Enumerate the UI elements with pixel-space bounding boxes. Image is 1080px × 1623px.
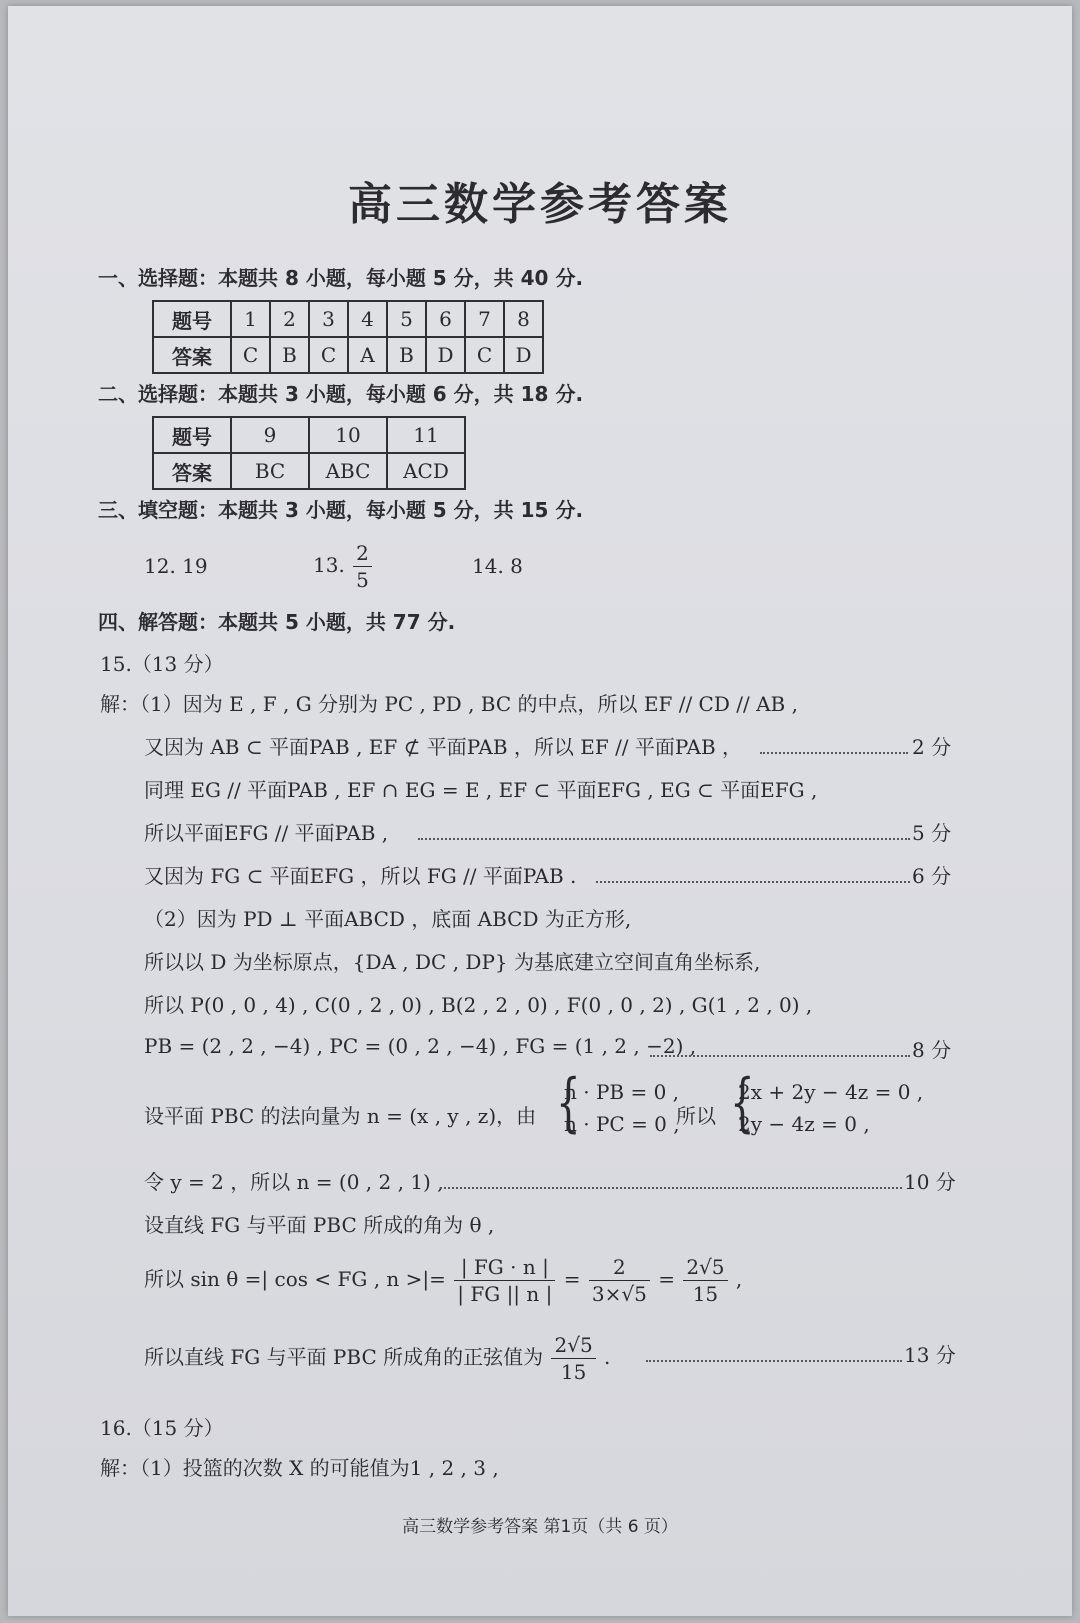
score-marker: 6 分 <box>912 864 952 888</box>
fill-answer-13 <box>313 540 374 593</box>
table-cell: ABC <box>309 453 387 489</box>
fraction <box>454 1254 555 1307</box>
solution-line: 又因为 AB ⊂ 平面PAB , EF ⊄ 平面PAB ，所以 EF // 平面PAB ， <box>144 735 743 759</box>
table-cell: D <box>504 337 543 373</box>
equation-system <box>548 1066 680 1140</box>
table-cell: 10 <box>309 417 387 453</box>
fraction-numerator: | FG · n | <box>454 1254 555 1281</box>
table-row <box>153 301 543 337</box>
table-cell: BC <box>231 453 309 489</box>
table-cell: B <box>270 337 309 373</box>
solution-line: 解：（1）投篮的次数 X 的可能值为1 , 2 , 3 , <box>100 1456 499 1480</box>
table-header-cell: 题号 <box>153 417 231 453</box>
table-cell: 11 <box>387 417 465 453</box>
equation-row: n · PB = 0 , <box>564 1080 680 1104</box>
fraction-denominator: 15 <box>560 1360 587 1384</box>
fraction <box>551 1332 595 1385</box>
solution-line: 又因为 FG ⊂ 平面EFG ，所以 FG // 平面PAB . <box>144 864 577 888</box>
dot-leader <box>760 752 908 754</box>
solution-line: 解：（1）因为 E , F , G 分别为 PC , PD , BC 的中点，所以 EF // CD // AB , <box>100 692 798 716</box>
formula-text: 所以 sin θ =| cos < FG , n >|= <box>144 1267 446 1291</box>
equation-row: 2y − 4z = 0 , <box>738 1112 870 1136</box>
section-1-heading: 一、选择题：本题共 8 小题，每小题 5 分，共 40 分. <box>98 266 584 290</box>
table-cell: 5 <box>387 301 426 337</box>
problem-15-heading: 15.（13 分） <box>100 652 224 676</box>
table-cell: 4 <box>348 301 387 337</box>
fraction-denominator: 5 <box>356 568 369 592</box>
fill-answer-14: 14. 8 <box>472 554 523 578</box>
fraction <box>589 1254 650 1307</box>
answer-table-2 <box>152 416 466 490</box>
answer-table-1 <box>152 300 544 374</box>
table-header-cell: 题号 <box>153 301 231 337</box>
solution-line: 所以以 D 为坐标原点，{DA , DC , DP} 为基底建立空间直角坐标系, <box>144 950 761 974</box>
fraction-numerator: 2 <box>589 1254 650 1281</box>
fraction-numerator: 2 <box>353 540 372 567</box>
fraction <box>683 1254 727 1307</box>
formula-text: 所以直线 FG 与平面 PBC 所成角的正弦值为 <box>144 1345 544 1369</box>
table-header-cell: 答案 <box>153 453 231 489</box>
left-brace: { <box>730 1066 755 1140</box>
solution-line: PB = (2 , 2 , −4) , PC = (0 , 2 , −4) , FG = (1 , 2 , −2) , <box>144 1034 697 1058</box>
fraction-denominator: 15 <box>692 1282 719 1306</box>
fraction-numerator: 2√5 <box>551 1332 595 1359</box>
equals-sign: = <box>563 1267 581 1291</box>
table-cell: ACD <box>387 453 465 489</box>
dot-leader <box>418 838 910 840</box>
solution-line: 设平面 PBC 的法向量为 n = (x , y , z)，由 <box>144 1104 537 1128</box>
table-cell: C <box>465 337 504 373</box>
score-marker: 8 分 <box>912 1038 952 1062</box>
solution-line: 所以 P(0 , 0 , 4) , C(0 , 2 , 0) , B(2 , 2 , 0) , F(0 , 0 , 2) , G(1 , 2 , 0) , <box>144 993 813 1017</box>
table-row <box>153 417 465 453</box>
table-cell: 1 <box>231 301 270 337</box>
solution-line <box>144 1254 742 1307</box>
solution-line: 同理 EG // 平面PAB , EF ∩ EG = E , EF ⊂ 平面EFG , EG ⊂ 平面EFG , <box>144 778 818 802</box>
dot-leader <box>440 1187 902 1189</box>
table-cell: B <box>387 337 426 373</box>
table-cell: 6 <box>426 301 465 337</box>
dot-leader <box>650 1055 910 1057</box>
table-cell: 2 <box>270 301 309 337</box>
dot-leader <box>646 1360 902 1362</box>
equation-row: 2x + 2y − 4z = 0 , <box>738 1080 924 1104</box>
fraction-denominator: 3×√5 <box>591 1282 647 1306</box>
score-marker: 10 分 <box>904 1170 956 1194</box>
table-cell: C <box>231 337 270 373</box>
fraction-numerator: 2√5 <box>683 1254 727 1281</box>
problem-16-heading: 16.（15 分） <box>100 1416 224 1440</box>
table-row <box>153 453 465 489</box>
score-marker: 5 分 <box>912 821 952 845</box>
table-cell: 7 <box>465 301 504 337</box>
fill-answer-12: 12. 19 <box>144 554 208 578</box>
fraction <box>353 540 372 593</box>
equation-row: n · PC = 0 , <box>564 1112 680 1136</box>
solution-line: 令 y = 2 ，所以 n = (0 , 2 , 1) , <box>144 1170 444 1194</box>
page-title: 高三数学参考答案 <box>348 179 732 230</box>
solution-line: 所以 <box>676 1104 716 1128</box>
table-cell: 3 <box>309 301 348 337</box>
section-3-heading: 三、填空题：本题共 3 小题，每小题 5 分，共 15 分. <box>98 498 584 522</box>
solution-line: （2）因为 PD ⊥ 平面ABCD ，底面 ABCD 为正方形, <box>144 907 632 931</box>
fraction-denominator: | FG || n | <box>457 1282 553 1306</box>
solution-line: 设直线 FG 与平面 PBC 所成的角为 θ , <box>144 1213 495 1237</box>
table-cell: D <box>426 337 465 373</box>
equals-sign: = <box>658 1267 675 1291</box>
dot-leader <box>596 881 910 883</box>
table-cell: C <box>309 337 348 373</box>
table-cell: 8 <box>504 301 543 337</box>
fill-answer-13-label: 13. <box>313 553 345 577</box>
table-header-cell: 答案 <box>153 337 231 373</box>
solution-line <box>144 1332 610 1385</box>
equation-system <box>722 1066 924 1140</box>
punctuation: . <box>604 1345 611 1369</box>
score-marker: 2 分 <box>912 735 952 759</box>
table-cell: A <box>348 337 387 373</box>
table-cell: 9 <box>231 417 309 453</box>
section-2-heading: 二、选择题：本题共 3 小题，每小题 6 分，共 18 分. <box>98 382 584 406</box>
score-marker: 13 分 <box>904 1343 956 1367</box>
table-row <box>153 337 543 373</box>
punctuation: , <box>735 1267 743 1291</box>
section-4-heading: 四、解答题：本题共 5 小题，共 77 分. <box>98 610 456 634</box>
left-brace: { <box>556 1066 581 1140</box>
page-footer: 高三数学参考答案 第1页（共 6 页） <box>402 1517 678 1537</box>
solution-line: 所以平面EFG // 平面PAB , <box>144 821 389 845</box>
